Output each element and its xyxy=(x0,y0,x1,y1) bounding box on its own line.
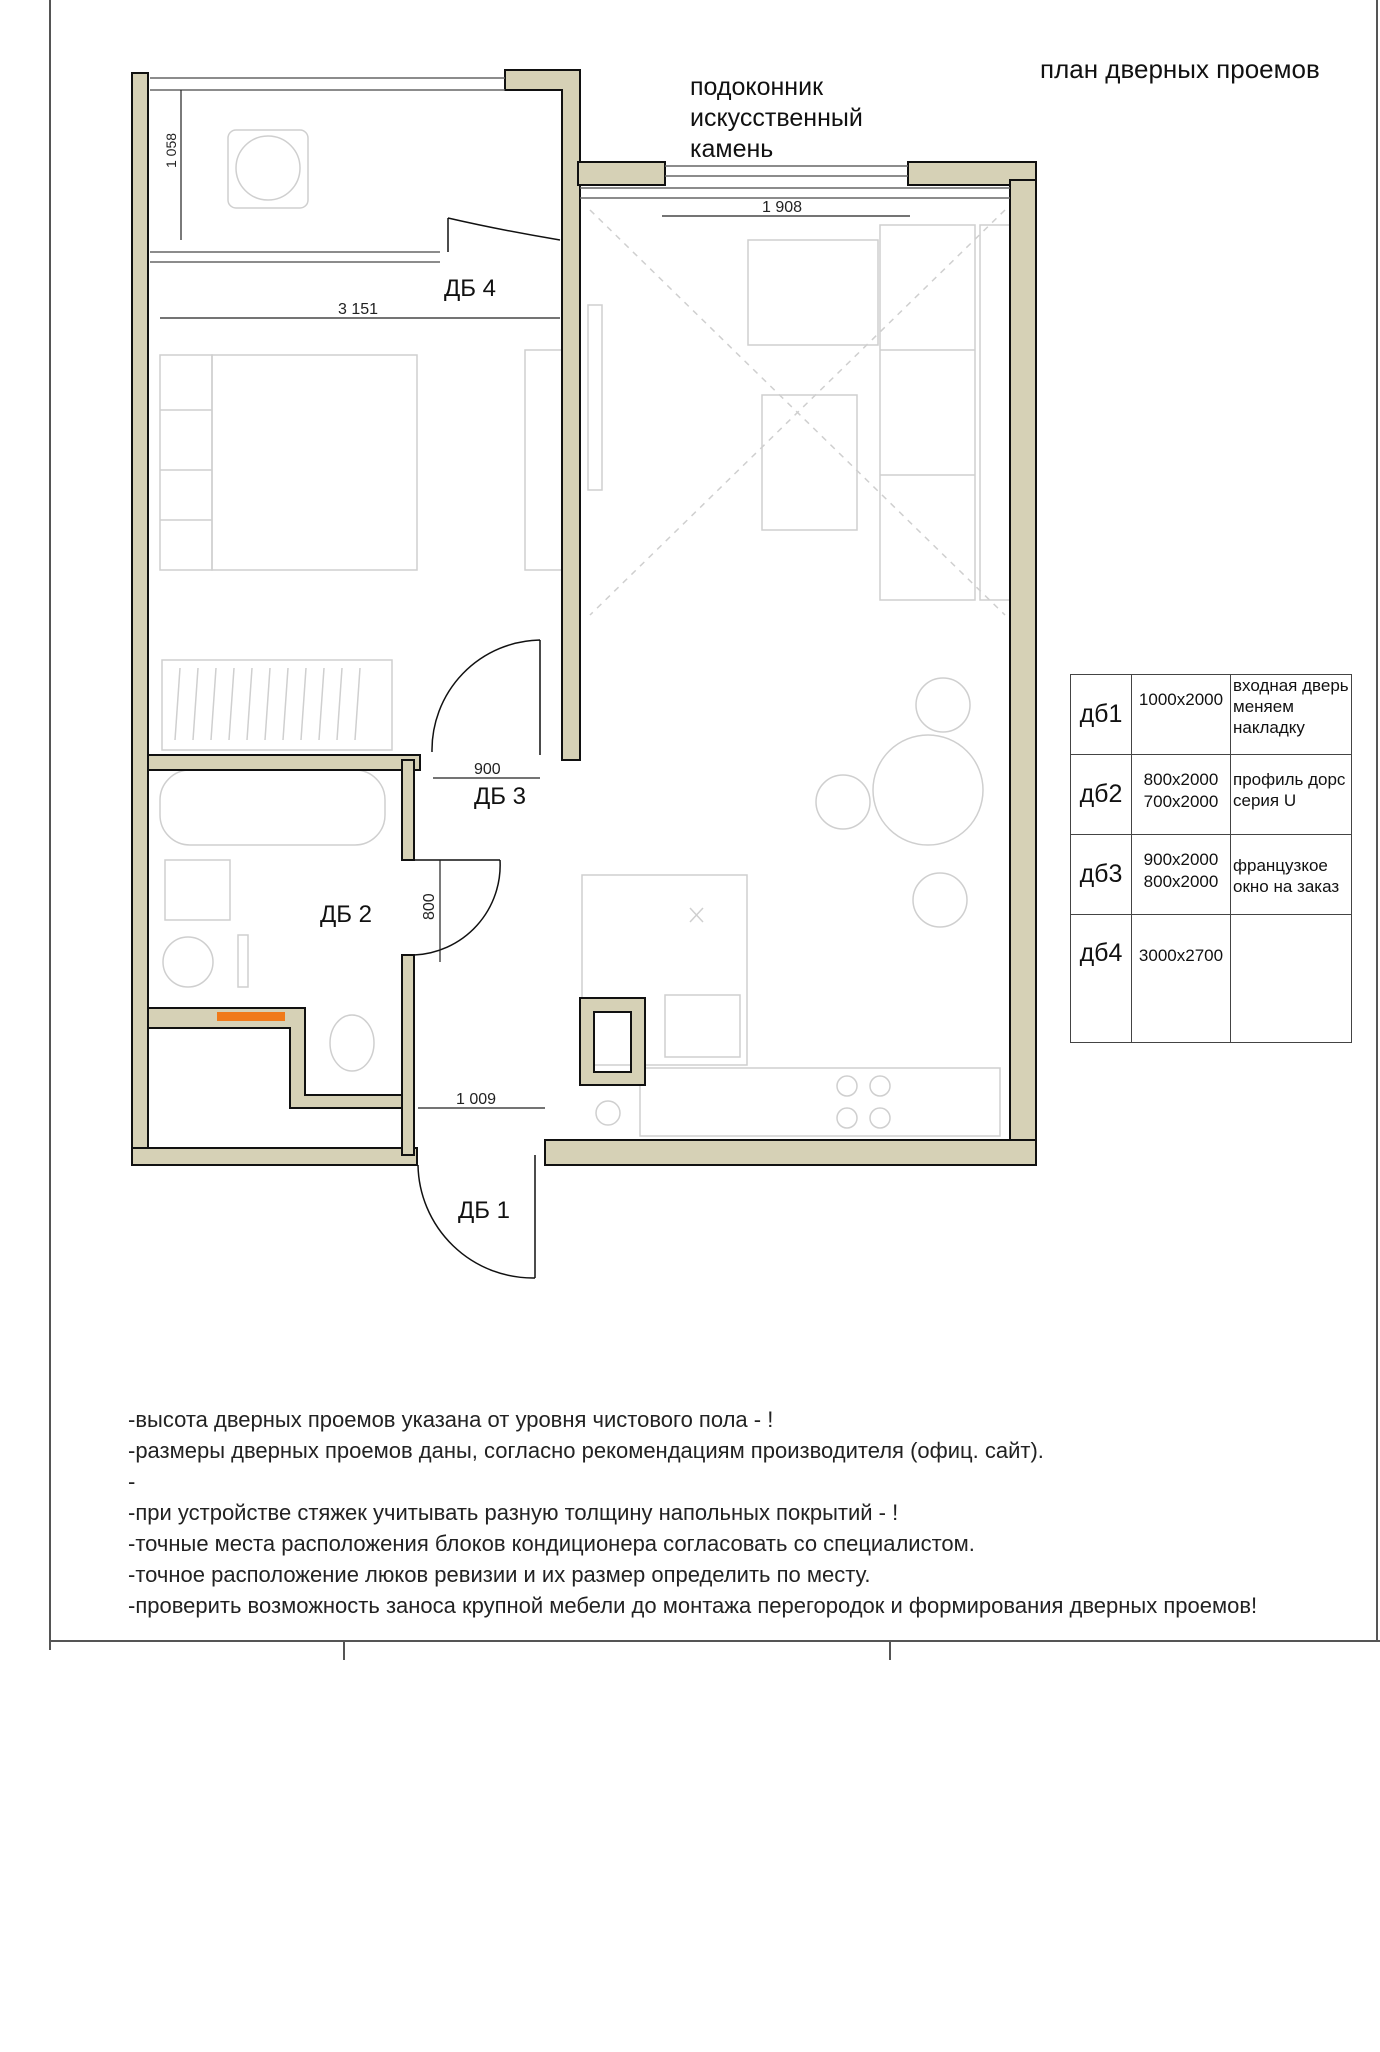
heater xyxy=(217,1012,285,1021)
door-size-value: 700x2000 xyxy=(1143,792,1219,811)
dim-3151: 3 151 xyxy=(338,301,379,318)
door-note-line: входная дверь xyxy=(1233,676,1349,695)
dim-800: 800 xyxy=(421,893,438,920)
door-row-db2 xyxy=(1071,755,1352,835)
door-swings xyxy=(414,218,560,1278)
door-size-value: 800x2000 xyxy=(1143,770,1219,789)
door-note xyxy=(1231,755,1352,835)
dining-chair-1 xyxy=(916,678,970,732)
door-label-db1: ДБ 1 xyxy=(458,1197,511,1224)
dimension-lines xyxy=(160,90,910,1108)
door-db3-swing xyxy=(432,640,540,755)
dining-chair-3 xyxy=(913,873,967,927)
door-note xyxy=(1231,835,1352,915)
wall-bath-partition-low xyxy=(402,955,414,1155)
door-note xyxy=(1231,675,1352,755)
bed-headboard xyxy=(160,355,212,570)
wall-south-west xyxy=(132,1148,417,1165)
door-code: дб3 xyxy=(1071,835,1132,915)
hob-2 xyxy=(870,1076,890,1096)
dim-1058: 1 058 xyxy=(163,132,179,168)
bed xyxy=(212,355,417,570)
door-note-line: серия U xyxy=(1233,791,1297,810)
door-size-value: 3000x2700 xyxy=(1138,946,1224,965)
door-note xyxy=(1231,915,1352,1043)
wall-bedroom-south xyxy=(148,755,420,770)
door-row-db4 xyxy=(1071,915,1352,1043)
note-line: -размеры дверных проемов даны, согласно рекомендациям производителя (офиц. сайт). xyxy=(128,1438,1044,1463)
door-note-line: окно на заказ xyxy=(1233,877,1340,896)
note-line: -точное расположение люков ревизии и их размер определить по месту. xyxy=(128,1562,871,1587)
door-label-db3: ДБ 3 xyxy=(474,783,527,810)
door-size xyxy=(1132,835,1231,915)
dim-900: 900 xyxy=(474,761,501,778)
door-note-line: французкое xyxy=(1233,856,1328,875)
kitchen-base-row xyxy=(640,1068,1000,1136)
wall-east xyxy=(1010,180,1036,1165)
furniture-layer xyxy=(160,130,1010,1136)
door-size-value: 800x2000 xyxy=(1143,872,1219,891)
living-tv xyxy=(588,305,602,490)
armchair xyxy=(748,240,878,345)
dining-table xyxy=(873,735,983,845)
door-row-db1 xyxy=(1071,675,1352,755)
balcony-chair-back xyxy=(228,130,308,208)
note-line: -высота дверных проемов указана от уровня чистового пола - ! xyxy=(128,1407,774,1432)
note-line: -проверить возможность заноса крупной мебели до монтажа перегородок и формирования дверных проемов! xyxy=(128,1593,1258,1618)
washing-machine xyxy=(163,937,213,987)
bathroom-sink xyxy=(165,860,230,920)
door-note-line: накладку xyxy=(1233,718,1305,737)
general-notes xyxy=(128,1404,1348,1621)
sill-note-line-1: подоконник xyxy=(690,73,824,101)
wardrobe-hangers xyxy=(175,668,360,740)
toilet xyxy=(330,1015,374,1071)
door-note-line: меняем xyxy=(1233,697,1294,716)
wall-bath-partition xyxy=(402,760,414,860)
door-size xyxy=(1132,755,1231,835)
bathroom-cabinet xyxy=(238,935,248,987)
sofa xyxy=(880,225,975,600)
sofa-seat xyxy=(980,225,1010,600)
door-code: дб4 xyxy=(1071,915,1132,1043)
door-label-db2: ДБ 2 xyxy=(320,901,373,928)
door-code: дб1 xyxy=(1071,675,1132,755)
door-row-db3 xyxy=(1071,835,1352,915)
walls xyxy=(132,70,1036,1165)
dining-chair-2 xyxy=(816,775,870,829)
dim-1009: 1 009 xyxy=(456,1091,497,1108)
door-size xyxy=(1132,675,1231,755)
kitchen-sink xyxy=(665,995,740,1057)
door-label-db4: ДБ 4 xyxy=(444,275,497,302)
bedroom-tv-stand xyxy=(525,350,563,570)
door-size-value: 900x2000 xyxy=(1143,850,1219,869)
page-title: план дверных проемов xyxy=(1040,54,1320,84)
wall-wc-ledge xyxy=(148,1008,402,1108)
hob-4 xyxy=(870,1108,890,1128)
door-code: дб2 xyxy=(1071,755,1132,835)
note-line: - xyxy=(128,1469,136,1494)
door-size-value: 1000x2000 xyxy=(1138,690,1224,709)
balcony-chair xyxy=(236,136,300,200)
hall-round-table xyxy=(596,1101,620,1125)
door-db4-swing xyxy=(448,218,560,252)
wall-balcony-east xyxy=(505,70,580,760)
note-line: -точные места расположения блоков кондиционера согласовать со специалистом. xyxy=(128,1531,975,1556)
note-line: -при устройстве стяжек учитывать разную толщину напольных покрытий - ! xyxy=(128,1500,899,1525)
door-note-line: профиль дорс xyxy=(1233,770,1346,789)
hob-1 xyxy=(837,1076,857,1096)
hob-3 xyxy=(837,1108,857,1128)
sill-note-line-3: камень xyxy=(690,135,774,163)
bathtub xyxy=(160,770,385,845)
wall-living-north-west xyxy=(578,162,665,185)
door-size xyxy=(1132,915,1231,1043)
wall-shaft xyxy=(580,998,645,1085)
sill-note-line-2: искусственный xyxy=(690,104,863,132)
dim-1908: 1 908 xyxy=(762,199,803,216)
coffee-table xyxy=(762,395,857,530)
wall-west xyxy=(132,73,148,1165)
wall-south-east xyxy=(545,1140,1036,1165)
door-schedule-table xyxy=(1070,674,1352,1043)
